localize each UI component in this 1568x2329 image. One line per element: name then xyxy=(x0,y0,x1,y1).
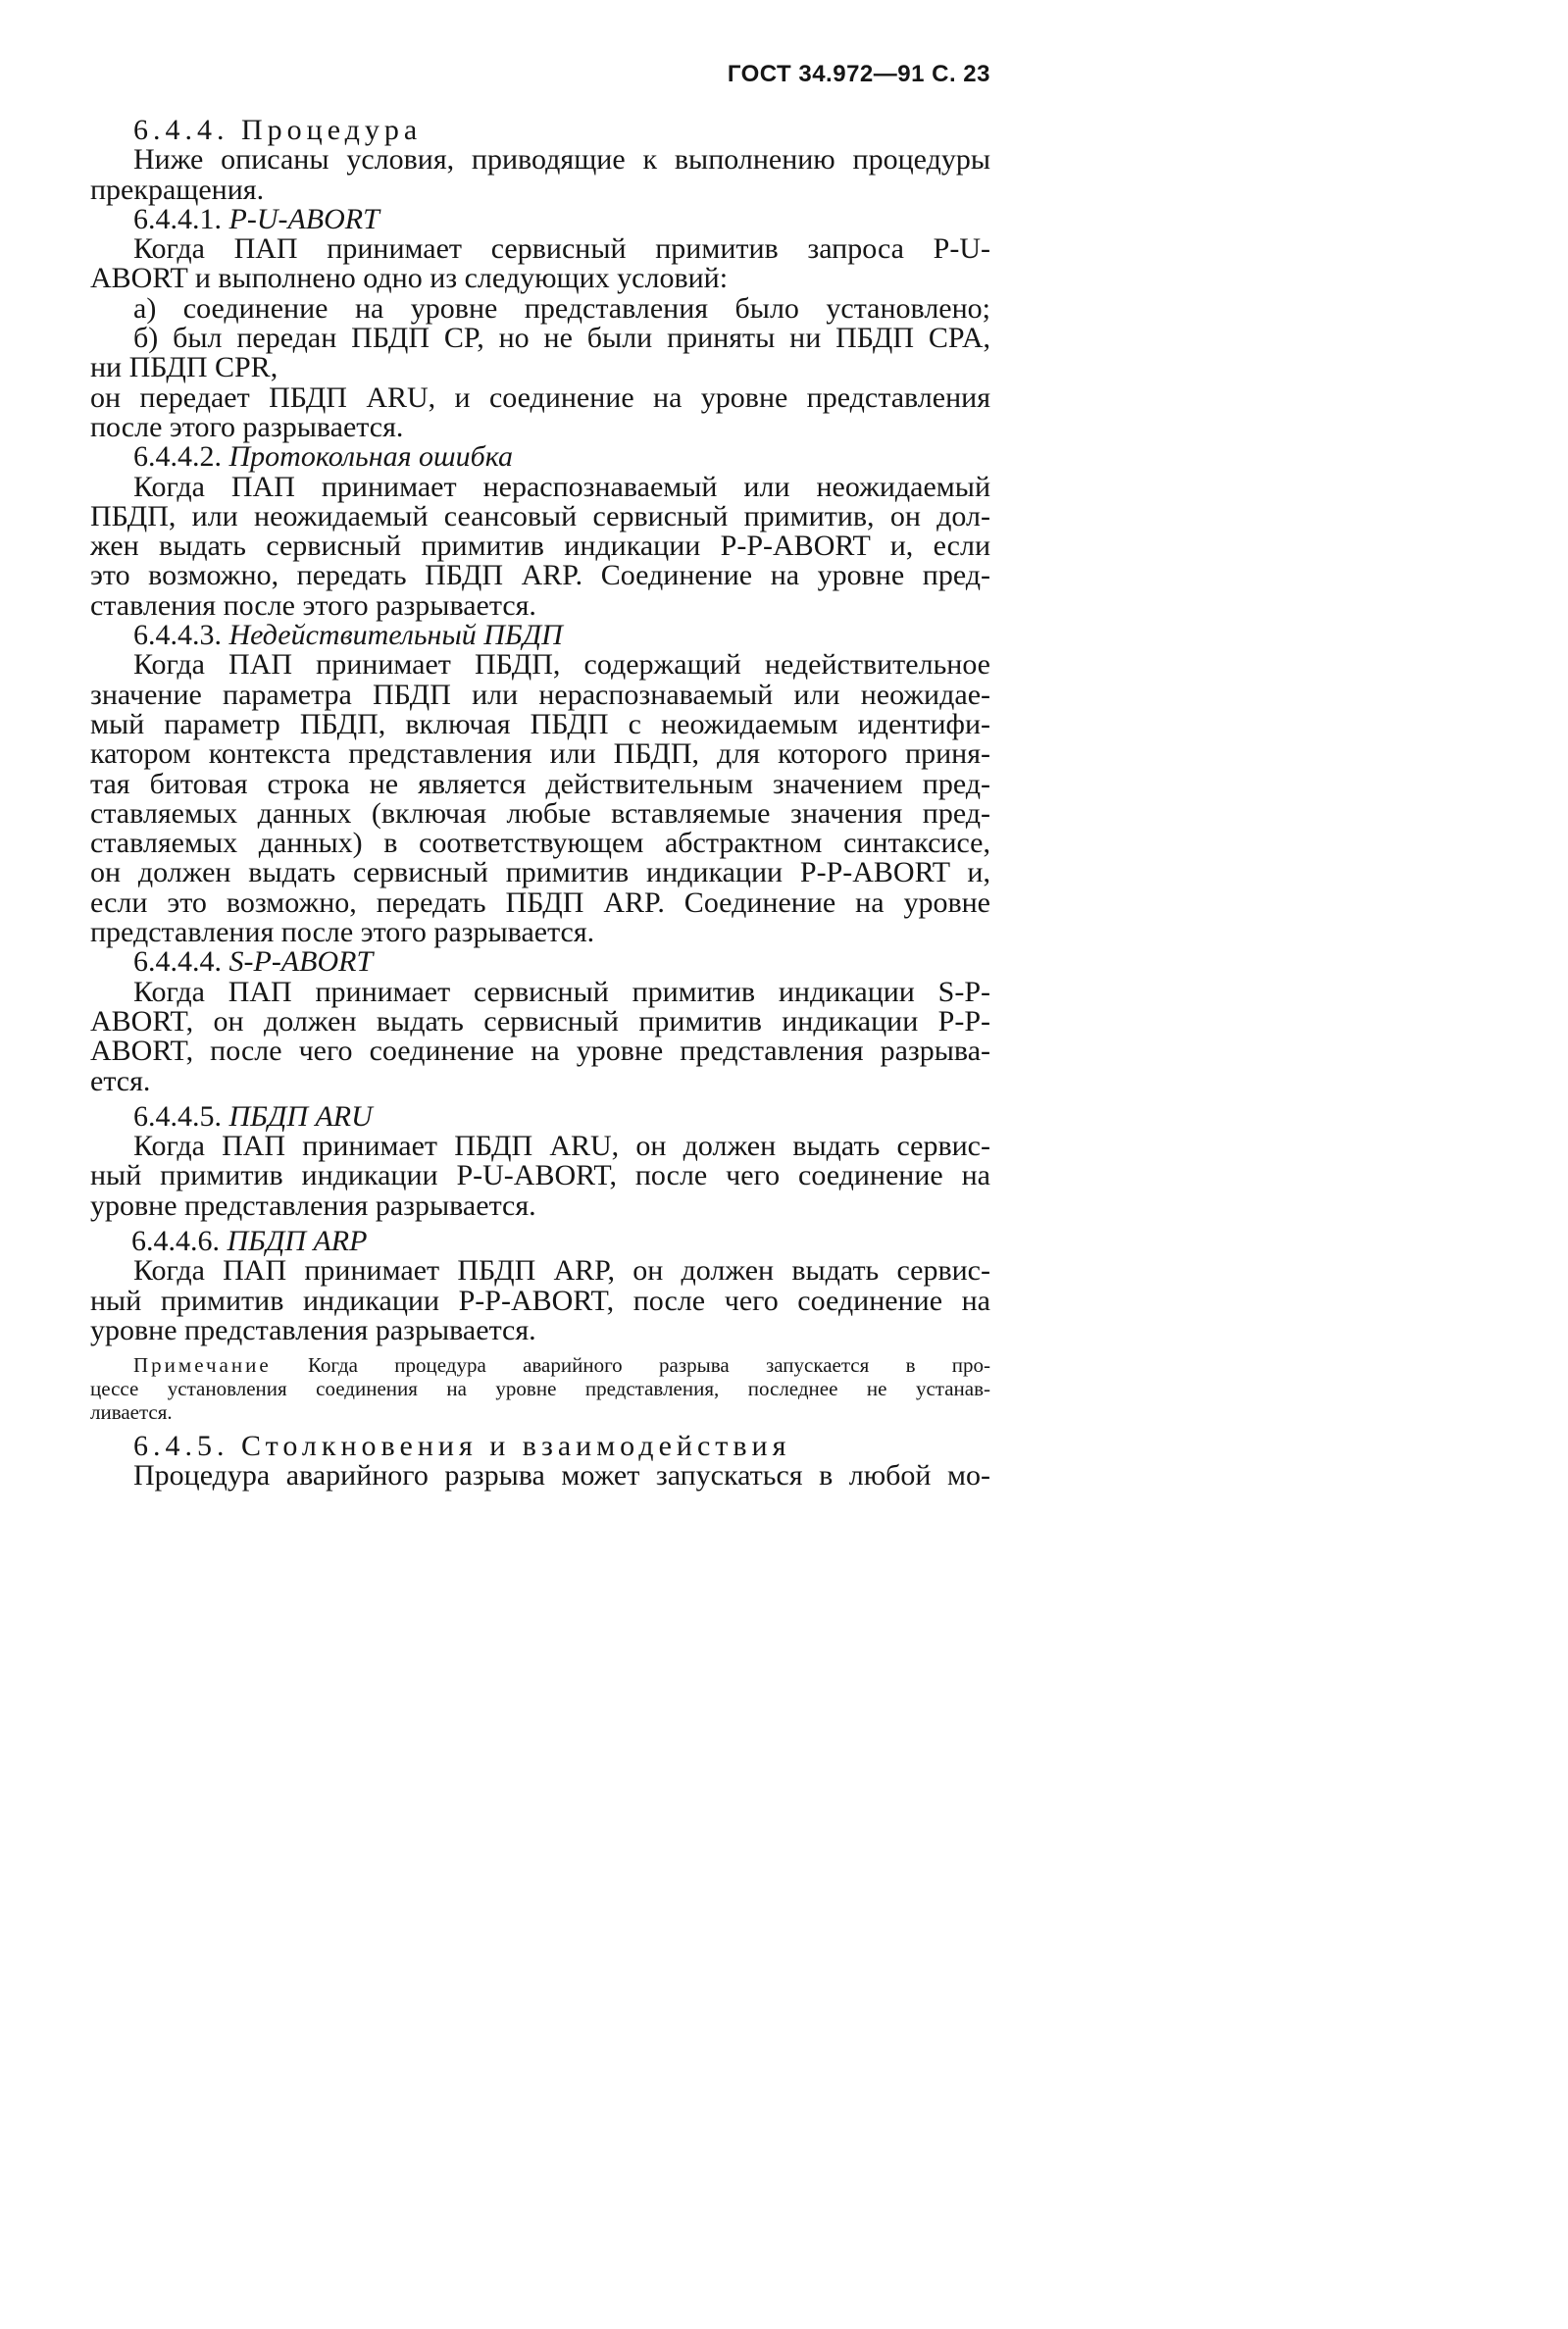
paragraph-line: ставляемых данных (включая любые вставляемые значения пред- xyxy=(90,796,990,830)
section-title: Протокольная ошибка xyxy=(228,440,514,474)
section-number: 6.4.4.6. xyxy=(131,1224,220,1257)
section-number: 6.4.4.1. xyxy=(133,202,222,235)
heading-6-4-4-4 xyxy=(90,947,990,977)
paragraph-line: Ниже описаны условия, приводящие к выполнению процедуры xyxy=(133,143,990,177)
paragraph-line: он передает ПБДП ARU, и соединение на уровне представления xyxy=(90,380,990,414)
heading-6-4-5: 6.4.5. Столкновения и взаимодействия xyxy=(133,1430,791,1463)
section-title: ПБДП ARU xyxy=(228,1099,373,1133)
paragraph-line: ный примитив индикации P-P-ABORT, после чего соединение на xyxy=(90,1284,990,1317)
paragraph-line: уровне представления разрывается. xyxy=(90,1189,536,1222)
paragraph-line: Процедура аварийного разрыва может запускаться в любой мо- xyxy=(133,1459,990,1493)
heading-6-4-4-6 xyxy=(90,1224,990,1257)
paragraph-line: Когда ПАП принимает ПБДП ARU, он должен выдать сервис- xyxy=(133,1130,990,1163)
section-title: P-U-ABORT xyxy=(228,202,379,235)
section-title: ПБДП ARP xyxy=(227,1224,368,1257)
section-number: 6.4.4.2. xyxy=(133,440,222,474)
paragraph-line: если это возможно, передать ПБДП ARP. Соединение на уровне xyxy=(90,886,990,919)
paragraph-line: он должен выдать сервисный примитив индикации P-P-ABORT и, xyxy=(90,856,990,889)
paragraph-line: это возможно, передать ПБДП ARP. Соединение на уровне пред- xyxy=(90,559,990,592)
paragraph-line: после этого разрывается. xyxy=(90,410,404,443)
paragraph-line: Когда ПАП принимает сервисный примитив запроса P-U- xyxy=(133,232,990,266)
paragraph-line: представления после этого разрывается. xyxy=(90,916,595,949)
paragraph-line: ставления после этого разрывается. xyxy=(90,588,536,622)
paragraph-line: ABORT и выполнено одно из следующих условий: xyxy=(90,262,729,295)
section-title: S-P-ABORT xyxy=(228,945,374,979)
paragraph-line: ABORT, после чего соединение на уровне представления разрыва- xyxy=(90,1035,990,1068)
document-body xyxy=(90,116,990,1492)
section-number: 6.4.4.4. xyxy=(133,945,222,979)
paragraph-line: ПБДП, или неожидаемый сеансовый сервисный примитив, он дол- xyxy=(90,499,990,532)
paragraph-line: ный примитив индикации P-U-ABORT, после чего соединение на xyxy=(90,1159,990,1192)
note-line: цессе установления соединения на уровне представления, последнее не устанав- xyxy=(90,1377,990,1401)
paragraph-line: Когда ПАП принимает сервисный примитив индикации S-P- xyxy=(133,975,990,1008)
section-number: 6.4.4.5. xyxy=(133,1099,222,1133)
section-title: Недействительный ПБДП xyxy=(228,619,563,652)
section-number: 6.4.4.3. xyxy=(133,619,222,652)
list-item-a: а) соединение на уровне представления было установлено; xyxy=(133,291,990,325)
note-line: ливается. xyxy=(90,1400,173,1425)
paragraph-line: тая битовая строка не является действительным значением пред- xyxy=(90,767,990,800)
paragraph-line: ни ПБДП CPR, xyxy=(90,351,278,384)
heading-6-4-4-3 xyxy=(90,621,990,650)
list-item-b: б) был передан ПБДП CP, но не были приняты ни ПБДП CPA, xyxy=(133,322,990,355)
note-text: Когда процедура аварийного разрыва запускается в про- xyxy=(307,1353,990,1378)
paragraph-line: ABORT, он должен выдать сервисный примитив индикации P-P- xyxy=(90,1004,990,1038)
paragraph-line: ставляемых данных) в соответствующем абстрактном синтаксисе, xyxy=(90,827,990,860)
note-line xyxy=(90,1353,990,1377)
paragraph-line: Когда ПАП принимает ПБДП ARP, он должен выдать сервис- xyxy=(133,1254,990,1288)
heading-6-4-4-2 xyxy=(90,442,990,472)
running-head: ГОСТ 34.972—91 С. 23 xyxy=(727,61,990,87)
note-label: Примечание xyxy=(133,1353,272,1378)
paragraph-line: значение параметра ПБДП или нераспознаваемый или неожидае- xyxy=(90,678,990,711)
paragraph-line: прекращения. xyxy=(90,173,265,206)
paragraph-line: катором контекста представления или ПБДП, для которого приня- xyxy=(90,737,990,771)
heading-6-4-4-5 xyxy=(90,1099,990,1133)
heading-6-4-4-1 xyxy=(90,202,990,235)
paragraph-line: жен выдать сервисный примитив индикации P-P-ABORT и, если xyxy=(90,530,990,563)
note-block xyxy=(90,1353,990,1424)
paragraph-line: уровне представления разрывается. xyxy=(90,1313,536,1346)
paragraph-line: мый параметр ПБДП, включая ПБДП с неожидаемым идентифи- xyxy=(90,707,990,740)
paragraph-line: Когда ПАП принимает нераспознаваемый или неожидаемый xyxy=(133,470,990,503)
paragraph-line: Когда ПАП принимает ПБДП, содержащий недействительное xyxy=(133,648,990,682)
heading-6-4-4: 6.4.4. Процедура xyxy=(133,114,423,146)
paragraph-line: ется. xyxy=(90,1064,151,1097)
